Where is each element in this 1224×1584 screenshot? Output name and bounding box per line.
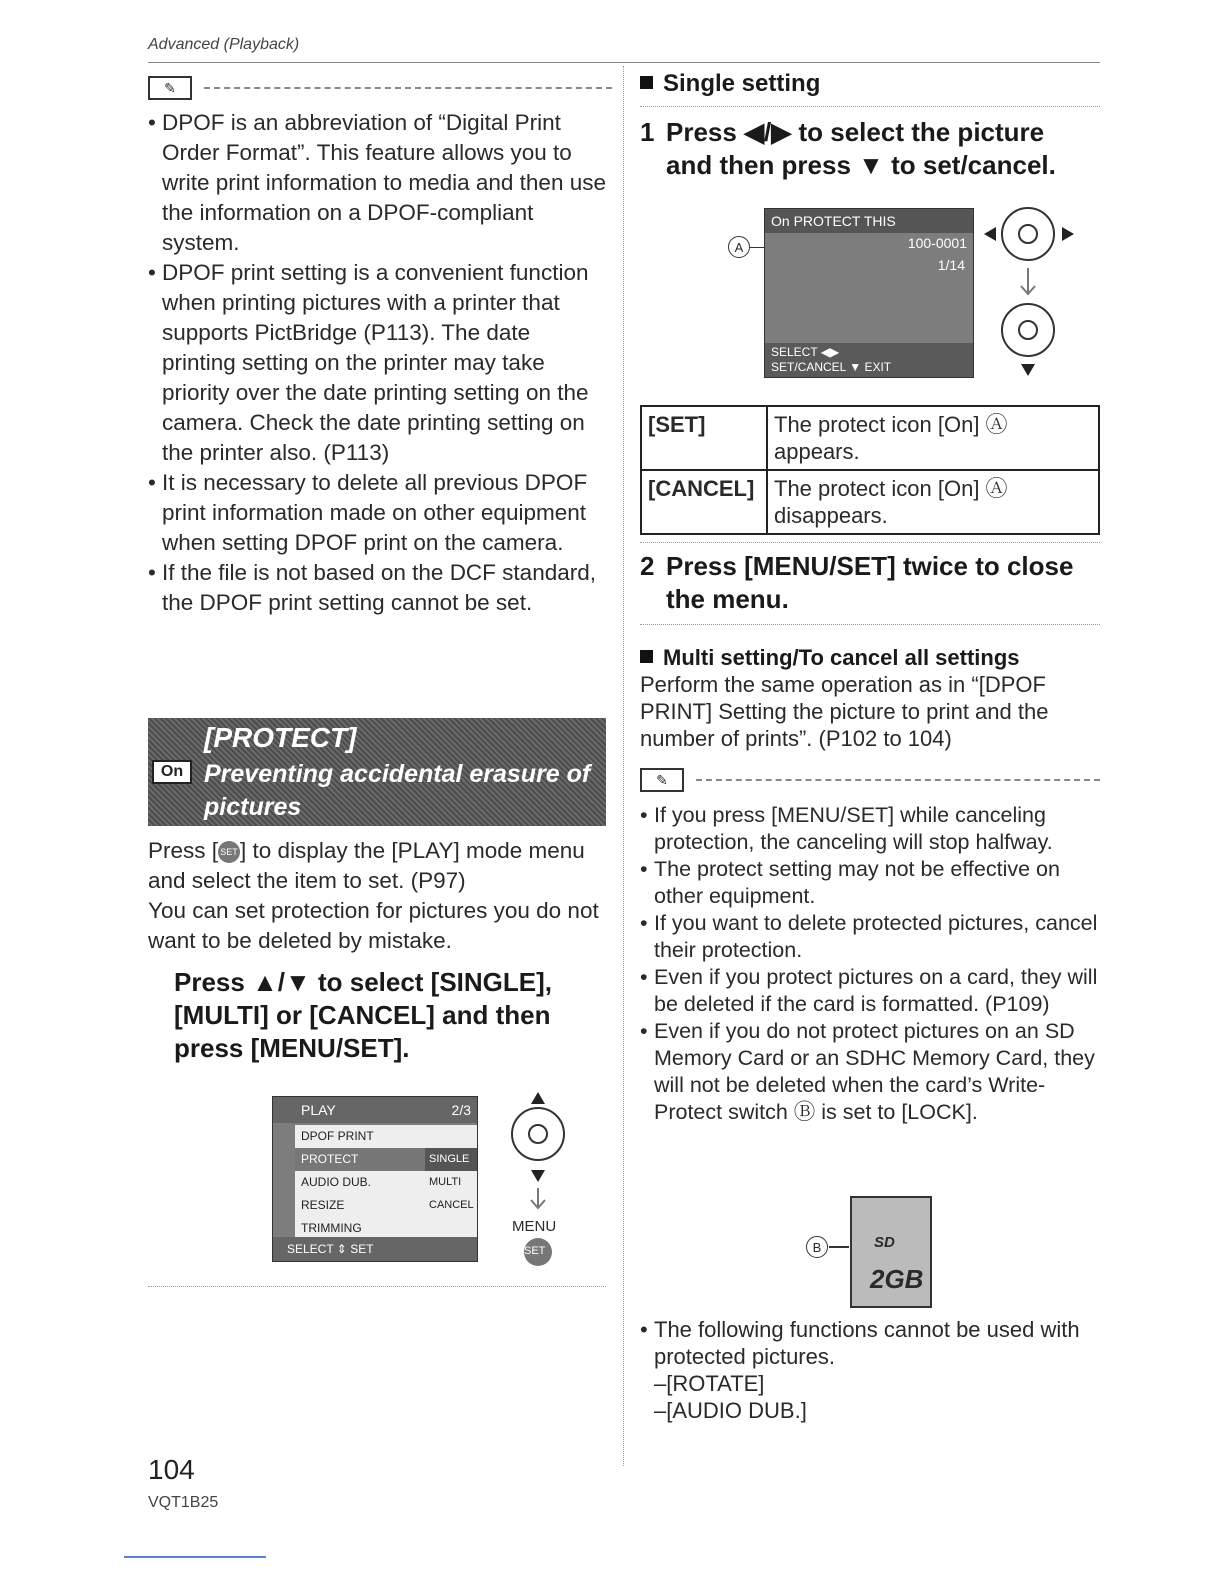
- step1-line2: and then press ▼ to set/cancel.: [666, 150, 1056, 180]
- note-item: • If the file is not based on the DCF standard, the DPOF print setting cannot be set.: [148, 558, 608, 618]
- menu-key-label: MENU: [512, 1218, 557, 1235]
- table-row: [641, 406, 1099, 470]
- menu-items: [295, 1125, 429, 1240]
- screen-footer: [765, 343, 973, 377]
- section-divider: [640, 542, 1100, 543]
- menu-footer: SELECT ⇕ SET: [273, 1237, 477, 1261]
- sd-logo: SD: [874, 1234, 895, 1251]
- right-dial-cluster: [980, 202, 1080, 380]
- press-instruction: [148, 836, 608, 896]
- protected-functions-note: [640, 1316, 1100, 1424]
- header-divider: [148, 62, 1100, 63]
- navigation-dial-icon: [506, 1090, 570, 1270]
- multi-setting-body: Perform the same operation as in “[DPOF PRINT] Setting the picture to print and the number of prints”. (P102 to 104): [640, 672, 1049, 751]
- multi-setting-title: [640, 644, 1100, 671]
- menu-item-audio-dub: AUDIO DUB.: [301, 1175, 372, 1189]
- note-dash-line: [696, 779, 1100, 781]
- screen-footer-select: SELECT ◀▶: [771, 345, 840, 359]
- banner-title: [PROTECT]: [204, 722, 357, 753]
- right-notes-list: [640, 802, 1100, 1126]
- note-item: • The following functions cannot be used with protected pictures.: [640, 1316, 1100, 1370]
- section-divider: [640, 624, 1100, 625]
- note-dash-line: [204, 87, 612, 89]
- multi-setting-section: [640, 644, 1100, 752]
- page-number: 104: [148, 1454, 195, 1485]
- menu-options: [425, 1125, 477, 1240]
- square-bullet-icon: [640, 76, 653, 89]
- table-value: The protect icon [On] Ⓐ appears.: [767, 406, 1099, 470]
- table-key: [SET]: [641, 406, 767, 470]
- protect-banner: [148, 718, 606, 826]
- single-protect-screen: [764, 208, 974, 378]
- note-item: • It is necessary to delete all previous DPOF print information made on other equipment when setting DPOF print on the camera.: [148, 468, 608, 558]
- menu-item-dpof-print: DPOF PRINT: [301, 1129, 374, 1143]
- multi-setting-label: Multi setting/To cancel all settings: [663, 645, 1020, 670]
- step2-number: 2: [640, 551, 655, 581]
- sd-capacity: 2GB: [870, 1264, 924, 1294]
- footer-link-underline: [124, 1556, 266, 1558]
- menu-option-single: SINGLE: [425, 1148, 477, 1171]
- sd-card-illustration: [850, 1196, 932, 1308]
- screen-top-bar: On PROTECT THIS: [765, 209, 973, 233]
- restricted-function-item: –[ROTATE]: [654, 1371, 765, 1396]
- note-item: • The protect setting may not be effective on other equipment.: [640, 856, 1100, 910]
- left-bottom-divider: [148, 1286, 606, 1287]
- menu-title: PLAY: [301, 1102, 336, 1118]
- menu-option-blank: [425, 1125, 477, 1148]
- note-header: [148, 76, 612, 100]
- left-body-text: [148, 836, 608, 956]
- single-setting-label: Single setting: [663, 70, 821, 97]
- single-setting-title: [640, 70, 820, 98]
- step2-line1: Press [MENU/SET] twice to close: [666, 551, 1074, 581]
- document-code: VQT1B25: [148, 1494, 219, 1511]
- navigation-dial-icon: [980, 202, 1080, 380]
- note-item: • Even if you protect pictures on a card, they will be deleted if the card is formatted. (P109): [640, 964, 1100, 1018]
- protect-key-icon: On: [152, 760, 192, 784]
- left-step-heading: Press ▲/▼ to select [SINGLE], [MULTI] or [CANCEL] and then press [MENU/SET].: [174, 967, 553, 1063]
- note-pencil-icon: ✎: [148, 76, 192, 100]
- step2-line2: the menu.: [666, 584, 789, 614]
- set-cancel-table: [640, 405, 1100, 535]
- right-step1: [640, 116, 1100, 182]
- protect-explanation: You can set protection for pictures you do not want to be deleted by mistake.: [148, 898, 599, 953]
- menu-set-button-icon: SET: [218, 841, 240, 863]
- menu-item-protect: PROTECT: [295, 1148, 429, 1171]
- press-suffix: ] to display the [PLAY] mode menu and select the item to set. (P97): [148, 838, 585, 893]
- step1-line1: Press ◀/▶ to select the picture: [666, 117, 1045, 147]
- table-key: [CANCEL]: [641, 470, 767, 534]
- callout-b-arrow: [829, 1246, 849, 1248]
- right-step2: [640, 550, 1100, 616]
- menu-item-trimming: TRIMMING: [301, 1221, 362, 1235]
- menu-title-bar: [273, 1097, 477, 1123]
- page-header-section: Advanced (Playback): [148, 36, 300, 53]
- screen-count: 1/14: [937, 257, 965, 273]
- note-item: • If you want to delete protected pictures, cancel their protection.: [640, 910, 1100, 964]
- callout-b-label: B: [806, 1236, 828, 1258]
- note-header: [640, 768, 1100, 792]
- column-divider: [623, 66, 624, 1466]
- screen-file-number: 100-0001: [907, 235, 967, 251]
- menu-page: 2/3: [451, 1102, 471, 1118]
- left-dial-cluster: [506, 1090, 570, 1270]
- square-bullet-icon: [640, 650, 653, 663]
- step1-number: 1: [640, 117, 655, 147]
- section-divider: [640, 106, 1100, 107]
- press-prefix: Press [: [148, 838, 219, 863]
- note-item: • Even if you do not protect pictures on an SD Memory Card or an SDHC Memory Card, they will not be deleted when the card’s Write-Protect switch Ⓑ is set to [LOCK].: [640, 1018, 1100, 1126]
- note-item: • If you press [MENU/SET] while canceling protection, the canceling will stop halfway.: [640, 802, 1100, 856]
- note-item: • DPOF is an abbreviation of “Digital Print Order Format”. This feature allows you to write print information to media and then use the information on a DPOF-compliant system.: [148, 108, 608, 258]
- menu-option-cancel: CANCEL: [429, 1199, 474, 1211]
- table-value: The protect icon [On] Ⓐ disappears.: [767, 470, 1099, 534]
- callout-a-label: A: [728, 236, 750, 258]
- menu-option-multi: MULTI: [429, 1176, 462, 1188]
- menu-item-resize: RESIZE: [301, 1198, 345, 1212]
- play-menu-screen: [272, 1096, 478, 1262]
- screen-footer-set: SET/CANCEL ▼ EXIT: [771, 360, 892, 374]
- set-key-label: SET: [524, 1245, 546, 1257]
- banner-subtitle: Preventing accidental erasure of pictures: [204, 760, 591, 821]
- left-notes-list: [148, 108, 608, 618]
- note-pencil-icon: ✎: [640, 768, 684, 792]
- table-row: [641, 470, 1099, 534]
- note-item: • DPOF print setting is a convenient function when printing pictures with a printer that supports PictBridge (P113). The date printing setting on the printer may take priority over the date printing setting on the camera. Check the date printing setting on the printer also. (P113): [148, 258, 608, 468]
- restricted-function-item: –[AUDIO DUB.]: [654, 1398, 807, 1423]
